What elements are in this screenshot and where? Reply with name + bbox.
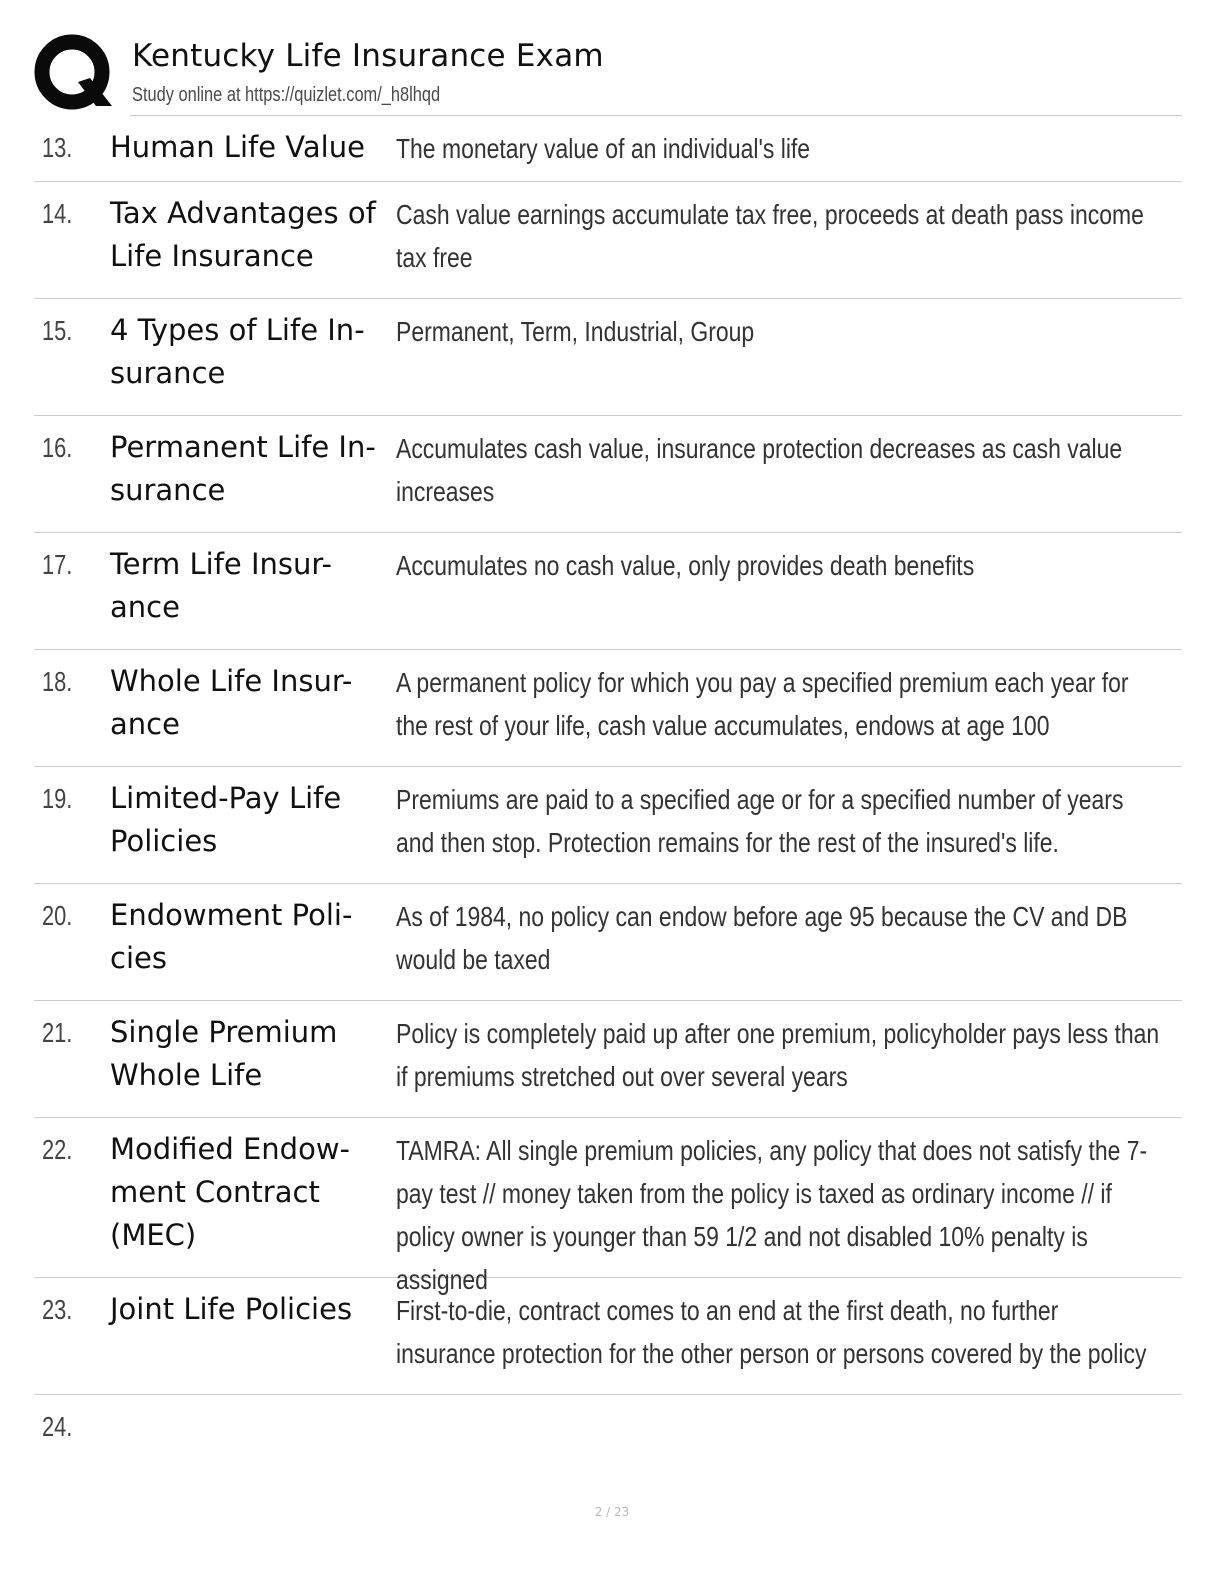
card-number: 14. <box>42 198 73 229</box>
quizlet-logo-icon <box>34 34 112 112</box>
card-term: Joint Life Policies <box>110 1292 353 1326</box>
flashcard-row <box>34 1118 1182 1295</box>
flashcard-row <box>34 1395 1182 1479</box>
card-definition: Policy is completely paid up after one premium, policyholder pays less than if premiums stretched out over several years <box>396 1018 1160 1092</box>
document-title: Kentucky Life Insurance Exam <box>132 38 604 74</box>
card-definition: A permanent policy for which you pay a specified premium each year for the rest of your life, cash value accumulates, endows at age 100 <box>396 667 1129 741</box>
flashcard-list <box>34 116 1182 1479</box>
flashcard-row <box>34 884 1182 1001</box>
card-term: 4 Types of Life In-surance <box>110 313 365 390</box>
flashcard-row <box>34 182 1182 299</box>
flashcard-row <box>34 650 1182 767</box>
card-definition: Permanent, Term, Industrial, Group <box>396 316 755 347</box>
card-number: 18. <box>42 666 73 697</box>
card-number: 21. <box>42 1017 73 1048</box>
card-definition: First-to-die, contract comes to an end at the first death, no further insurance protection for the other person or persons covered by the policy <box>396 1295 1147 1369</box>
study-online-link[interactable]: Study online at https://quizlet.com/_h8lhqd <box>132 84 441 106</box>
flashcard-row <box>34 533 1182 650</box>
card-definition: As of 1984, no policy can endow before age 95 because the CV and DB would be taxed <box>396 901 1128 975</box>
card-term: Single Premium Whole Life <box>110 1015 338 1092</box>
card-term: Permanent Life In-surance <box>110 430 376 507</box>
card-term: Endowment Poli-cies <box>110 898 353 975</box>
flashcard-row <box>34 767 1182 884</box>
card-definition: Cash value earnings accumulate tax free, proceeds at death pass income tax free <box>396 199 1144 273</box>
card-term: Modified Endow-ment Contract (MEC) <box>110 1132 351 1252</box>
card-term: Limited-Pay Life Policies <box>110 781 342 858</box>
card-number: 22. <box>42 1134 73 1165</box>
card-definition: TAMRA: All single premium policies, any policy that does not satisfy the 7-pay test // money taken from the policy is taxed as ordinary income // if policy owner is younger than 59 1/2 and not disabled 10% penalty is assigned <box>396 1135 1148 1295</box>
card-term: Tax Advantages of Life Insurance <box>110 196 376 273</box>
card-number: 20. <box>42 900 73 931</box>
card-definition: Accumulates no cash value, only provides death benefits <box>396 550 975 581</box>
page-header <box>34 34 1184 114</box>
card-number: 23. <box>42 1294 73 1325</box>
flashcard-row <box>34 1278 1182 1395</box>
card-number: 16. <box>42 432 73 463</box>
card-definition: The monetary value of an individual's life <box>396 133 811 164</box>
flashcard-row <box>34 1001 1182 1118</box>
card-number: 13. <box>42 132 73 163</box>
card-number: 19. <box>42 783 73 814</box>
card-definition: Premiums are paid to a specified age or for a specified number of years and then stop. Protection remains for the rest of the insured's life. <box>396 784 1124 858</box>
card-number: 24. <box>42 1411 73 1442</box>
card-definition: Accumulates cash value, insurance protection decreases as cash value increases <box>396 433 1123 507</box>
card-term: Whole Life Insur-ance <box>110 664 353 741</box>
page-number: 2 / 23 <box>594 1505 630 1519</box>
flashcard-row <box>34 116 1182 182</box>
card-term: Human Life Value <box>110 130 365 164</box>
card-number: 17. <box>42 549 73 580</box>
card-term: Term Life Insur-ance <box>110 547 332 624</box>
card-number: 15. <box>42 315 73 346</box>
flashcard-row <box>34 416 1182 533</box>
flashcard-row <box>34 299 1182 416</box>
